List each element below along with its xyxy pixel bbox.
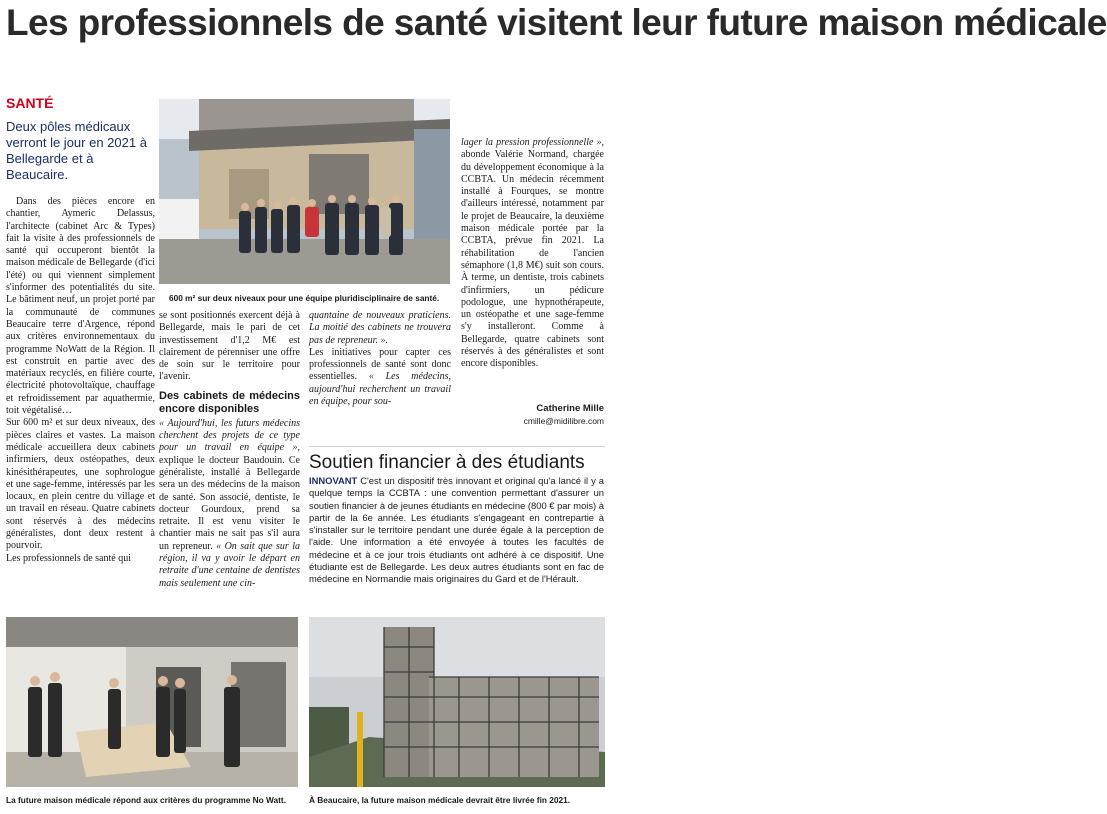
text: Les initiatives pour capter ces professionnels de santé sont donc essentielles. xyxy=(309,346,451,383)
photo-beaucaire-building-caption: À Beaucaire, la future maison médicale devrait être livrée fin 2021. xyxy=(309,795,571,805)
photo-group-visit-caption: 600 m² sur deux niveaux pour une équipe pluridisciplinaire de santé. xyxy=(169,293,440,303)
photo-beaucaire-building-image xyxy=(309,617,605,787)
subheading: Des cabinets de médecins encore disponibles xyxy=(159,389,300,415)
article-column-1 xyxy=(6,196,155,565)
photo-interior-image xyxy=(6,617,298,787)
box-kicker: INNOVANT xyxy=(309,475,358,486)
paragraph: Les professionnels de santé qui xyxy=(6,552,131,564)
photo-beaucaire-building xyxy=(309,617,605,787)
paragraph xyxy=(159,418,300,590)
standfirst: Deux pôles médicaux verront le jour en 2021 à Bellegarde et à Beaucaire. xyxy=(6,119,147,182)
article-column-3 xyxy=(309,310,451,408)
box-title: Soutien financier à des étudiants xyxy=(309,452,585,473)
article-column-4 xyxy=(461,137,604,371)
article-column-2 xyxy=(159,310,300,590)
quote: lager la pression professionnelle » xyxy=(461,137,602,148)
box-body: C'est un dispositif très innovant et original qu'a lancé il y a quelque temps la CCBTA : une convention permettant d'assurer un soutien financier à de jeunes étudiants en médecine (800 € par mois) à partir de la 6e année. Les étudiants s'engageant en contrepartie à s'installer sur le territoire pendant une durée égale à la perception de l'aide. Une information a été envoyée à toutes les facultés de médecine et à ce jour trois étudiants ont adhéré à ce dispositif. Une étudiante est de Bellegarde. Les deux autres étudiants sont en fac de médecine en Normandie mais originaires du Gard et de l'Hérault. xyxy=(309,475,604,585)
headline: Les professionnels de santé visitent leur future maison médicale xyxy=(6,2,1107,43)
photo-interior-caption: La future maison médicale répond aux critères du programme No Watt. xyxy=(6,795,287,805)
author-name: Catherine Mille xyxy=(536,403,604,414)
box-text xyxy=(309,475,604,586)
paragraph xyxy=(309,347,451,408)
paragraph: Sur 600 m² et sur deux niveaux, des pièces claires et vastes. La maison médicale accueillera deux cabinets infirmiers, deux ostéopathes, deux kinésithérapeutes, une sophrologue et une sage-femme, intéressés par les locaux, en plein centre du village et un travail en réseau. Quatre cabinets sont réservés à des médecins généralistes, dont deux restent à pourvoir. xyxy=(6,417,155,552)
photo-interior xyxy=(6,617,298,787)
quote: « Aujourd'hui, les futurs médecins cherchent des projets de ce type pour un travail en équipe » xyxy=(159,417,300,454)
quote: « On sait que sur la région, il va y avoir le départ en retraite d'une centaine de dentistes mais seulement une cin- xyxy=(159,540,300,589)
author-email: cmille@midilibre.com xyxy=(523,416,604,426)
quote: « Les médecins, aujourd'hui recherchent un travail en équipe, pour sou- xyxy=(309,371,451,408)
section-rubric: SANTÉ xyxy=(6,95,54,111)
photo-group-visit-image xyxy=(159,99,450,284)
paragraph xyxy=(461,137,604,371)
box-divider xyxy=(309,446,605,447)
text: , explique le docteur Baudouin. Ce généraliste, installé à Bellegarde sera un des médecins de la maison de santé. Son associé, dentiste, le docteur Gourdoux, prend sa retraite. Il est venu visiter le chantier mais ne sait pas s'il aura un repreneur. xyxy=(159,442,300,552)
paragraph: quantaine de nouveaux praticiens. La moitié des cabinets ne trouvera pas de repreneur. ». xyxy=(309,310,451,346)
paragraph: Dans des pièces encore en chantier, Aymeric Delassus, l'architecte (cabinet Arc & Types) fait la visite à des professionnels de santé qui occuperont bientôt la maison médicale de Bellegarde (d'ici l'été) ou qui viennent simplement s'informer des potentialités du site. Le bâtiment neuf, un projet porté par la communauté de communes Beaucaire terre d'Argence, répond aux critères environnementaux du programme NoWatt de la Région. Il est construit en partie avec des matériaux recyclés, en filière courte, électricité photovoltaïque, chauffage et refroidissement par aquathermie, toit végétalisé… xyxy=(6,196,155,417)
text: , abonde Valérie Normand, chargée du développement économique à la CCBTA. Un médecin récemment installé à Fourques, se montre d'ailleurs intéressé, notamment par le projet de Beaucaire, la deuxième maison médicale portée par la CCBTA, prévue fin 2021. La réhabilitation de l'ancien sémaphore (1,8 M€) suit son cours. À terme, un dentiste, trois cabinets d'infirmiers, un pédicure podologue, une hypnothérapeute, un ostéopathe et une sage-femme s'y installeront. Comme à Bellegarde, quatre cabinets sont réservés à des généralistes et sont encore disponibles. xyxy=(461,137,604,370)
photo-group-visit xyxy=(159,99,450,284)
paragraph: se sont positionnés exercent déjà à Bellegarde, mais le pari de cet investissement d'1,2 M€ est clairement de pérenniser une offre de soin sur le territoire pour l'avenir. xyxy=(159,310,300,383)
